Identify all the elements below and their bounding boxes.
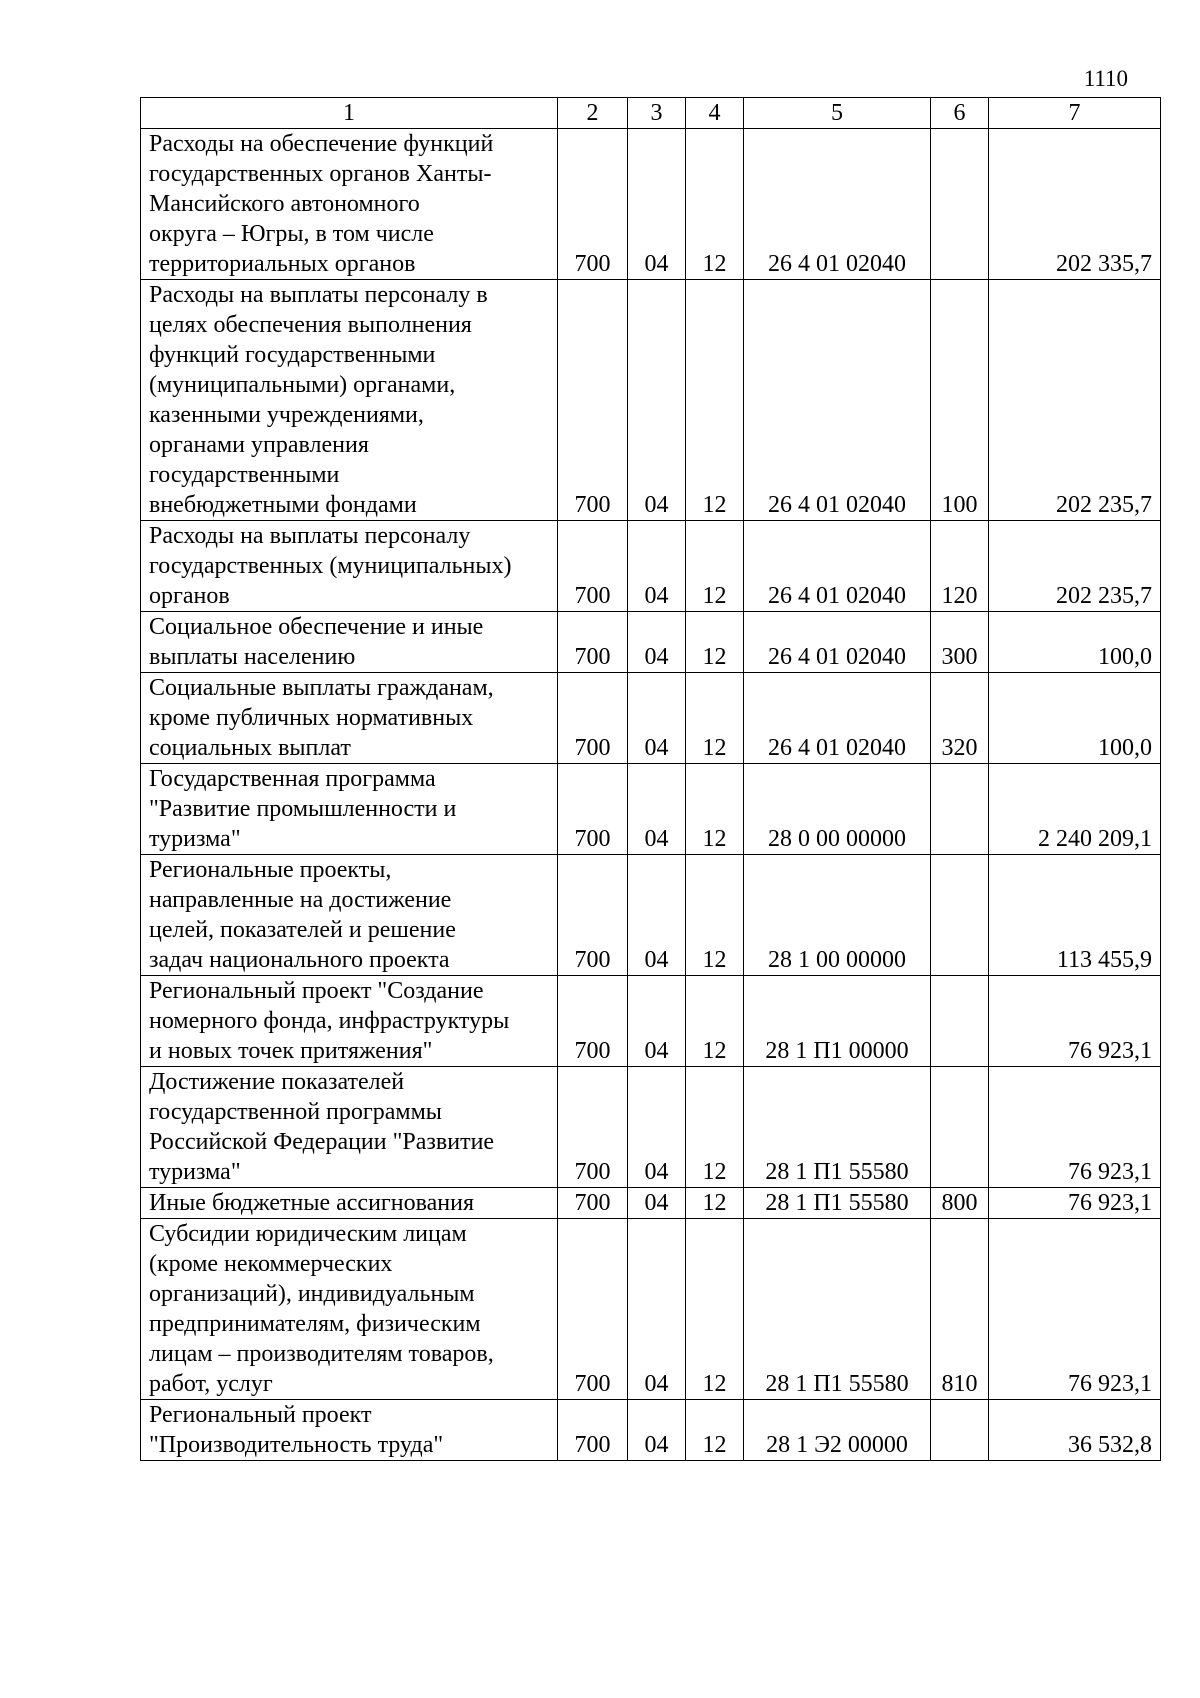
row-target-article: 28 1 00 00000 (744, 855, 931, 976)
row-name-line: органами управления (149, 432, 369, 458)
row-expense-type: 120 (931, 521, 989, 612)
row-name (141, 129, 558, 280)
row-name-line: территориальных органов (149, 251, 416, 277)
row-target-article: 26 4 01 02040 (744, 521, 931, 612)
row-name-line: (кроме некоммерческих (149, 1251, 393, 1277)
row-name-line: организаций), индивидуальным (149, 1281, 475, 1307)
table-row (141, 280, 1161, 521)
row-target-article: 28 1 Э2 00000 (744, 1400, 931, 1461)
row-ministry-code: 700 (558, 1188, 628, 1219)
row-name-line: кроме публичных нормативных (149, 705, 474, 731)
row-name-line: округа – Югры, в том числе (149, 221, 434, 247)
row-name-line: Социальные выплаты гражданам, (149, 675, 494, 701)
row-expense-type (931, 764, 989, 855)
row-name-line: работ, услуг (149, 1371, 273, 1397)
row-name-line: Социальное обеспечение и иные (149, 614, 484, 640)
row-target-article: 28 1 П1 55580 (744, 1188, 931, 1219)
header-col-3: 3 (628, 98, 686, 129)
row-subsection-code: 12 (686, 612, 744, 673)
row-name (141, 673, 558, 764)
header-col-6: 6 (931, 98, 989, 129)
row-name-line: предпринимателям, физическим (149, 1311, 481, 1337)
row-name-line: номерного фонда, инфраструктуры (149, 1008, 510, 1034)
row-target-article: 26 4 01 02040 (744, 129, 931, 280)
row-ministry-code: 700 (558, 1067, 628, 1188)
row-name-line: лицам – производителям товаров, (149, 1341, 494, 1367)
row-amount: 202 235,7 (989, 280, 1161, 521)
row-section-code: 04 (628, 1219, 686, 1400)
row-subsection-code: 12 (686, 280, 744, 521)
row-name-line: Расходы на выплаты персоналу в (149, 282, 488, 308)
row-section-code: 04 (628, 764, 686, 855)
row-expense-type (931, 129, 989, 280)
row-ministry-code: 700 (558, 129, 628, 280)
row-name-line: государственными (149, 462, 340, 488)
row-subsection-code: 12 (686, 129, 744, 280)
row-name-line: Расходы на выплаты персоналу (149, 523, 471, 549)
row-subsection-code: 12 (686, 1188, 744, 1219)
row-name-line: внебюджетными фондами (149, 492, 417, 518)
row-section-code: 04 (628, 521, 686, 612)
header-col-1: 1 (141, 98, 558, 129)
row-expense-type: 320 (931, 673, 989, 764)
row-target-article: 28 1 П1 55580 (744, 1067, 931, 1188)
row-name-line: Расходы на обеспечение функций (149, 131, 494, 157)
row-ministry-code: 700 (558, 976, 628, 1067)
table-row (141, 1400, 1161, 1461)
row-expense-type: 810 (931, 1219, 989, 1400)
row-name (141, 1400, 558, 1461)
row-name-line: Региональный проект "Создание (149, 978, 484, 1004)
row-amount: 76 923,1 (989, 976, 1161, 1067)
header-col-2: 2 (558, 98, 628, 129)
row-name-line: задач национального проекта (149, 947, 450, 973)
row-name-line: государственных (муниципальных) (149, 553, 512, 579)
row-expense-type: 100 (931, 280, 989, 521)
row-section-code: 04 (628, 1188, 686, 1219)
row-name-line: выплаты населению (149, 644, 356, 670)
row-name-line: социальных выплат (149, 735, 351, 761)
row-name-line: Российской Федерации "Развитие (149, 1129, 495, 1155)
row-ministry-code: 700 (558, 673, 628, 764)
row-ministry-code: 700 (558, 612, 628, 673)
row-name-line: "Производительность труда" (149, 1432, 444, 1458)
row-subsection-code: 12 (686, 855, 744, 976)
row-ministry-code: 700 (558, 280, 628, 521)
row-ministry-code: 700 (558, 521, 628, 612)
row-ministry-code: 700 (558, 855, 628, 976)
row-section-code: 04 (628, 855, 686, 976)
table-row (141, 673, 1161, 764)
row-subsection-code: 12 (686, 1400, 744, 1461)
row-amount: 113 455,9 (989, 855, 1161, 976)
row-amount: 202 335,7 (989, 129, 1161, 280)
row-expense-type: 300 (931, 612, 989, 673)
row-amount: 100,0 (989, 673, 1161, 764)
row-name (141, 521, 558, 612)
row-name-line: органов (149, 583, 230, 609)
row-ministry-code: 700 (558, 1219, 628, 1400)
header-col-5: 5 (744, 98, 931, 129)
row-name (141, 1188, 558, 1219)
row-name-line: и новых точек притяжения" (149, 1038, 433, 1064)
table-row (141, 1219, 1161, 1400)
row-section-code: 04 (628, 1067, 686, 1188)
header-col-7: 7 (989, 98, 1161, 129)
row-subsection-code: 12 (686, 1219, 744, 1400)
row-target-article: 28 1 П1 00000 (744, 976, 931, 1067)
row-expense-type (931, 1067, 989, 1188)
row-amount: 76 923,1 (989, 1219, 1161, 1400)
row-target-article: 28 0 00 00000 (744, 764, 931, 855)
row-name-line: Региональные проекты, (149, 857, 392, 883)
row-name-line: туризма" (149, 1159, 241, 1185)
row-subsection-code: 12 (686, 764, 744, 855)
table-row (141, 1067, 1161, 1188)
row-target-article: 28 1 П1 55580 (744, 1219, 931, 1400)
row-subsection-code: 12 (686, 976, 744, 1067)
row-target-article: 26 4 01 02040 (744, 612, 931, 673)
row-name-line: государственных органов Ханты- (149, 161, 492, 187)
row-amount: 202 235,7 (989, 521, 1161, 612)
row-ministry-code: 700 (558, 764, 628, 855)
budget-table (140, 97, 1161, 1461)
row-name-line: Региональный проект (149, 1402, 372, 1428)
row-name (141, 1219, 558, 1400)
row-name (141, 280, 558, 521)
table-row (141, 129, 1161, 280)
row-target-article: 26 4 01 02040 (744, 673, 931, 764)
header-col-4: 4 (686, 98, 744, 129)
row-name-line: Иные бюджетные ассигнования (149, 1190, 474, 1216)
row-name (141, 976, 558, 1067)
table-row (141, 612, 1161, 673)
row-name-line: (муниципальными) органами, (149, 372, 456, 398)
row-name-line: Государственная программа (149, 766, 436, 792)
row-section-code: 04 (628, 1400, 686, 1461)
row-target-article: 26 4 01 02040 (744, 280, 931, 521)
row-name-line: "Развитие промышленности и (149, 796, 457, 822)
row-name-line: функций государственными (149, 342, 436, 368)
table-row (141, 1188, 1161, 1219)
row-amount: 2 240 209,1 (989, 764, 1161, 855)
row-name-line: Субсидии юридическим лицам (149, 1221, 467, 1247)
row-name (141, 855, 558, 976)
row-section-code: 04 (628, 673, 686, 764)
page-number: 1110 (1083, 66, 1128, 91)
table-row (141, 521, 1161, 612)
row-subsection-code: 12 (686, 673, 744, 764)
table-row (141, 976, 1161, 1067)
row-expense-type: 800 (931, 1188, 989, 1219)
row-name-line: казенными учреждениями, (149, 402, 424, 428)
row-name-line: Мансийского автономного (149, 191, 420, 217)
row-name-line: Достижение показателей (149, 1069, 405, 1095)
row-name-line: целях обеспечения выполнения (149, 312, 472, 338)
header-row (141, 98, 1161, 129)
row-section-code: 04 (628, 280, 686, 521)
table-row (141, 855, 1161, 976)
row-name-line: государственной программы (149, 1099, 442, 1125)
table-row (141, 764, 1161, 855)
row-amount: 76 923,1 (989, 1067, 1161, 1188)
row-expense-type (931, 855, 989, 976)
row-ministry-code: 700 (558, 1400, 628, 1461)
row-amount: 76 923,1 (989, 1188, 1161, 1219)
row-expense-type (931, 976, 989, 1067)
row-section-code: 04 (628, 129, 686, 280)
row-subsection-code: 12 (686, 1067, 744, 1188)
row-section-code: 04 (628, 976, 686, 1067)
row-name (141, 1067, 558, 1188)
row-name-line: целей, показателей и решение (149, 917, 456, 943)
row-amount: 100,0 (989, 612, 1161, 673)
row-name (141, 612, 558, 673)
row-name-line: направленные на достижение (149, 887, 452, 913)
row-name (141, 764, 558, 855)
row-amount: 36 532,8 (989, 1400, 1161, 1461)
row-section-code: 04 (628, 612, 686, 673)
row-expense-type (931, 1400, 989, 1461)
row-name-line: туризма" (149, 826, 241, 852)
row-subsection-code: 12 (686, 521, 744, 612)
